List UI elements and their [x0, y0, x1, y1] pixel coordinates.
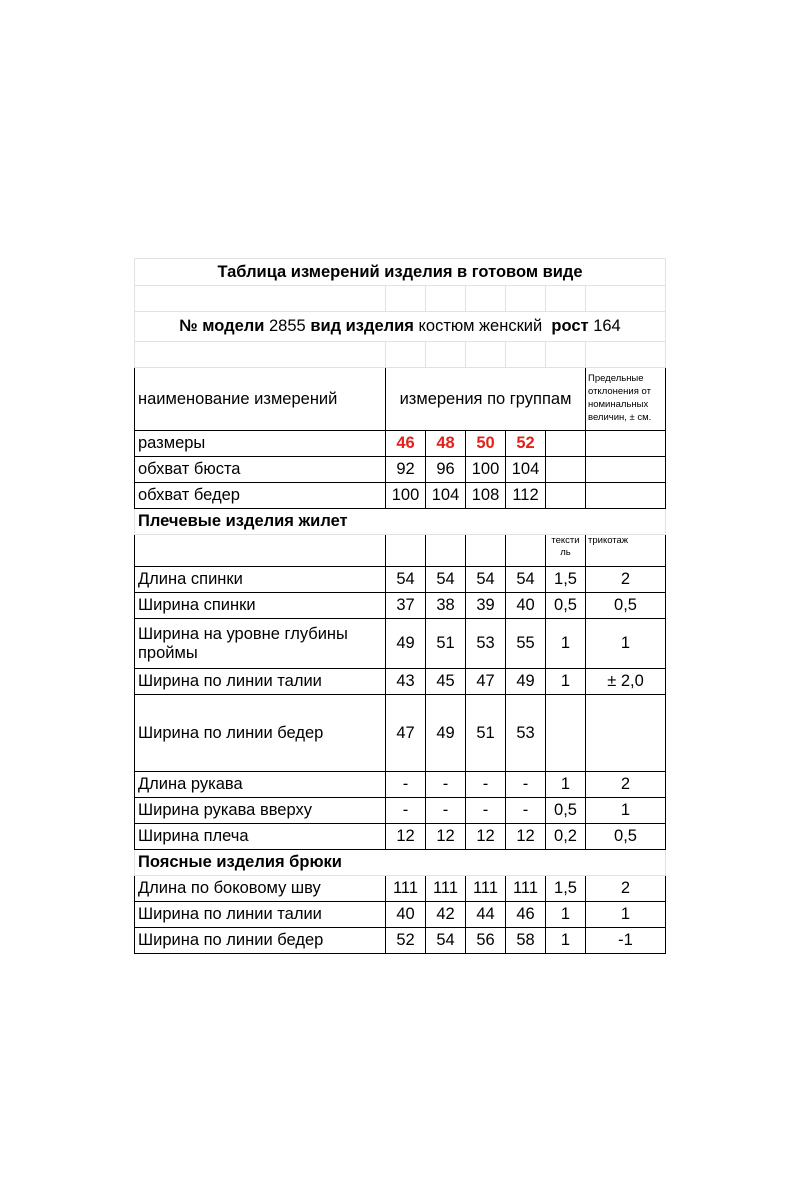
row-label: обхват бедер [135, 483, 386, 509]
cell-value: - [386, 772, 426, 798]
size-48: 48 [426, 431, 466, 457]
cell-value: - [426, 798, 466, 824]
table-row [135, 457, 666, 483]
cell-value: 40 [386, 902, 426, 928]
table-row [135, 876, 666, 902]
row-label: Ширина по линии талии [135, 902, 386, 928]
table-row [135, 669, 666, 695]
cell-value: 54 [426, 928, 466, 954]
table-row [135, 798, 666, 824]
row-label: Длина спинки [135, 567, 386, 593]
table-row [135, 928, 666, 954]
model-line [135, 312, 666, 342]
product-type-label: вид изделия [310, 317, 414, 336]
cell-value: 49 [506, 669, 546, 695]
table-row [135, 695, 666, 772]
height-value: 164 [593, 317, 621, 336]
knit-tolerance: 2 [586, 567, 666, 593]
measurement-sheet [134, 258, 665, 954]
cell-value: 111 [426, 876, 466, 902]
cell-value: 104 [426, 483, 466, 509]
table-row [135, 619, 666, 669]
height-label: рост [551, 317, 589, 336]
textile-tolerance: 0,5 [546, 593, 586, 619]
measurement-table [134, 258, 666, 954]
cell-value: - [506, 772, 546, 798]
table-row [135, 902, 666, 928]
knit-tolerance [586, 695, 666, 772]
row-label: Ширина рукава вверху [135, 798, 386, 824]
knit-tolerance: 1 [586, 902, 666, 928]
textile-tolerance: 1,5 [546, 876, 586, 902]
cell-value: 12 [386, 824, 426, 850]
cell-value: 96 [426, 457, 466, 483]
tolerance-header: Предельные отклонения от номинальных величин, ± см. [586, 368, 666, 431]
cell-value: 53 [506, 695, 546, 772]
knit-tolerance: -1 [586, 928, 666, 954]
row-label: Длина рукава [135, 772, 386, 798]
cell-value: 56 [466, 928, 506, 954]
textile-tolerance: 1 [546, 928, 586, 954]
textile-header: тексти ль [546, 535, 586, 567]
row-label: Ширина по линии талии [135, 669, 386, 695]
cell-value: - [466, 798, 506, 824]
cell-value: 12 [426, 824, 466, 850]
cell-value: 46 [506, 902, 546, 928]
cell-value: 51 [426, 619, 466, 669]
row-label: обхват бюста [135, 457, 386, 483]
cell-value: 47 [386, 695, 426, 772]
cell-value: - [466, 772, 506, 798]
cell-value: 100 [386, 483, 426, 509]
cell-value: 49 [426, 695, 466, 772]
textile-tolerance [546, 695, 586, 772]
knit-tolerance: ± 2,0 [586, 669, 666, 695]
section-vest-title: Плечевые изделия жилет [135, 509, 666, 535]
knit-tolerance: 0,5 [586, 593, 666, 619]
knit-tolerance: 1 [586, 798, 666, 824]
size-52: 52 [506, 431, 546, 457]
cell-value: 38 [426, 593, 466, 619]
cell-value: 108 [466, 483, 506, 509]
row-label: Ширина плеча [135, 824, 386, 850]
textile-tolerance: 1 [546, 902, 586, 928]
cell-value: - [506, 798, 546, 824]
model-number: 2855 [269, 317, 306, 336]
textile-tolerance: 0,2 [546, 824, 586, 850]
model-label: № модели [179, 317, 265, 336]
cell-value: 52 [386, 928, 426, 954]
row-label: Ширина по линии бедер [135, 695, 386, 772]
row-label: Ширина по линии бедер [135, 928, 386, 954]
table-row [135, 593, 666, 619]
cell-value: 44 [466, 902, 506, 928]
row-label: Ширина спинки [135, 593, 386, 619]
cell-value: 55 [506, 619, 546, 669]
section-trousers-title: Поясные изделия брюки [135, 850, 666, 876]
knit-tolerance: 2 [586, 876, 666, 902]
knit-tolerance: 1 [586, 619, 666, 669]
product-type: костюм женский [418, 317, 543, 336]
cell-value: 47 [466, 669, 506, 695]
cell-value: 40 [506, 593, 546, 619]
cell-value: 92 [386, 457, 426, 483]
table-row [135, 772, 666, 798]
cell-value: 39 [466, 593, 506, 619]
cell-value: 111 [466, 876, 506, 902]
textile-tolerance: 1,5 [546, 567, 586, 593]
textile-tolerance: 1 [546, 669, 586, 695]
cell-value: 112 [506, 483, 546, 509]
cell-value: 54 [466, 567, 506, 593]
size-46: 46 [386, 431, 426, 457]
cell-value: 100 [466, 457, 506, 483]
cell-value: 45 [426, 669, 466, 695]
cell-value: 51 [466, 695, 506, 772]
cell-value: 111 [506, 876, 546, 902]
cell-value: 54 [386, 567, 426, 593]
table-row [135, 483, 666, 509]
cell-value: 104 [506, 457, 546, 483]
cell-value: - [386, 798, 426, 824]
sizes-label: размеры [135, 431, 386, 457]
textile-tolerance: 1 [546, 772, 586, 798]
cell-value: 54 [506, 567, 546, 593]
knit-tolerance: 2 [586, 772, 666, 798]
measure-name-header: наименование измерений [135, 368, 386, 431]
cell-value: 43 [386, 669, 426, 695]
cell-value: 111 [386, 876, 426, 902]
knit-tolerance: 0,5 [586, 824, 666, 850]
knit-header: трикотаж [586, 535, 666, 567]
textile-tolerance: 1 [546, 619, 586, 669]
cell-value: 49 [386, 619, 426, 669]
cell-value: 58 [506, 928, 546, 954]
cell-value: 53 [466, 619, 506, 669]
table-row [135, 567, 666, 593]
row-label: Длина по боковому шву [135, 876, 386, 902]
groups-header: измерения по группам [386, 368, 586, 431]
cell-value: - [426, 772, 466, 798]
cell-value: 54 [426, 567, 466, 593]
textile-tolerance: 0,5 [546, 798, 586, 824]
cell-value: 37 [386, 593, 426, 619]
table-row [135, 824, 666, 850]
row-label: Ширина на уровне глубины проймы [135, 619, 386, 669]
cell-value: 12 [506, 824, 546, 850]
table-title: Таблица измерений изделия в готовом виде [135, 259, 666, 286]
cell-value: 42 [426, 902, 466, 928]
size-50: 50 [466, 431, 506, 457]
cell-value: 12 [466, 824, 506, 850]
